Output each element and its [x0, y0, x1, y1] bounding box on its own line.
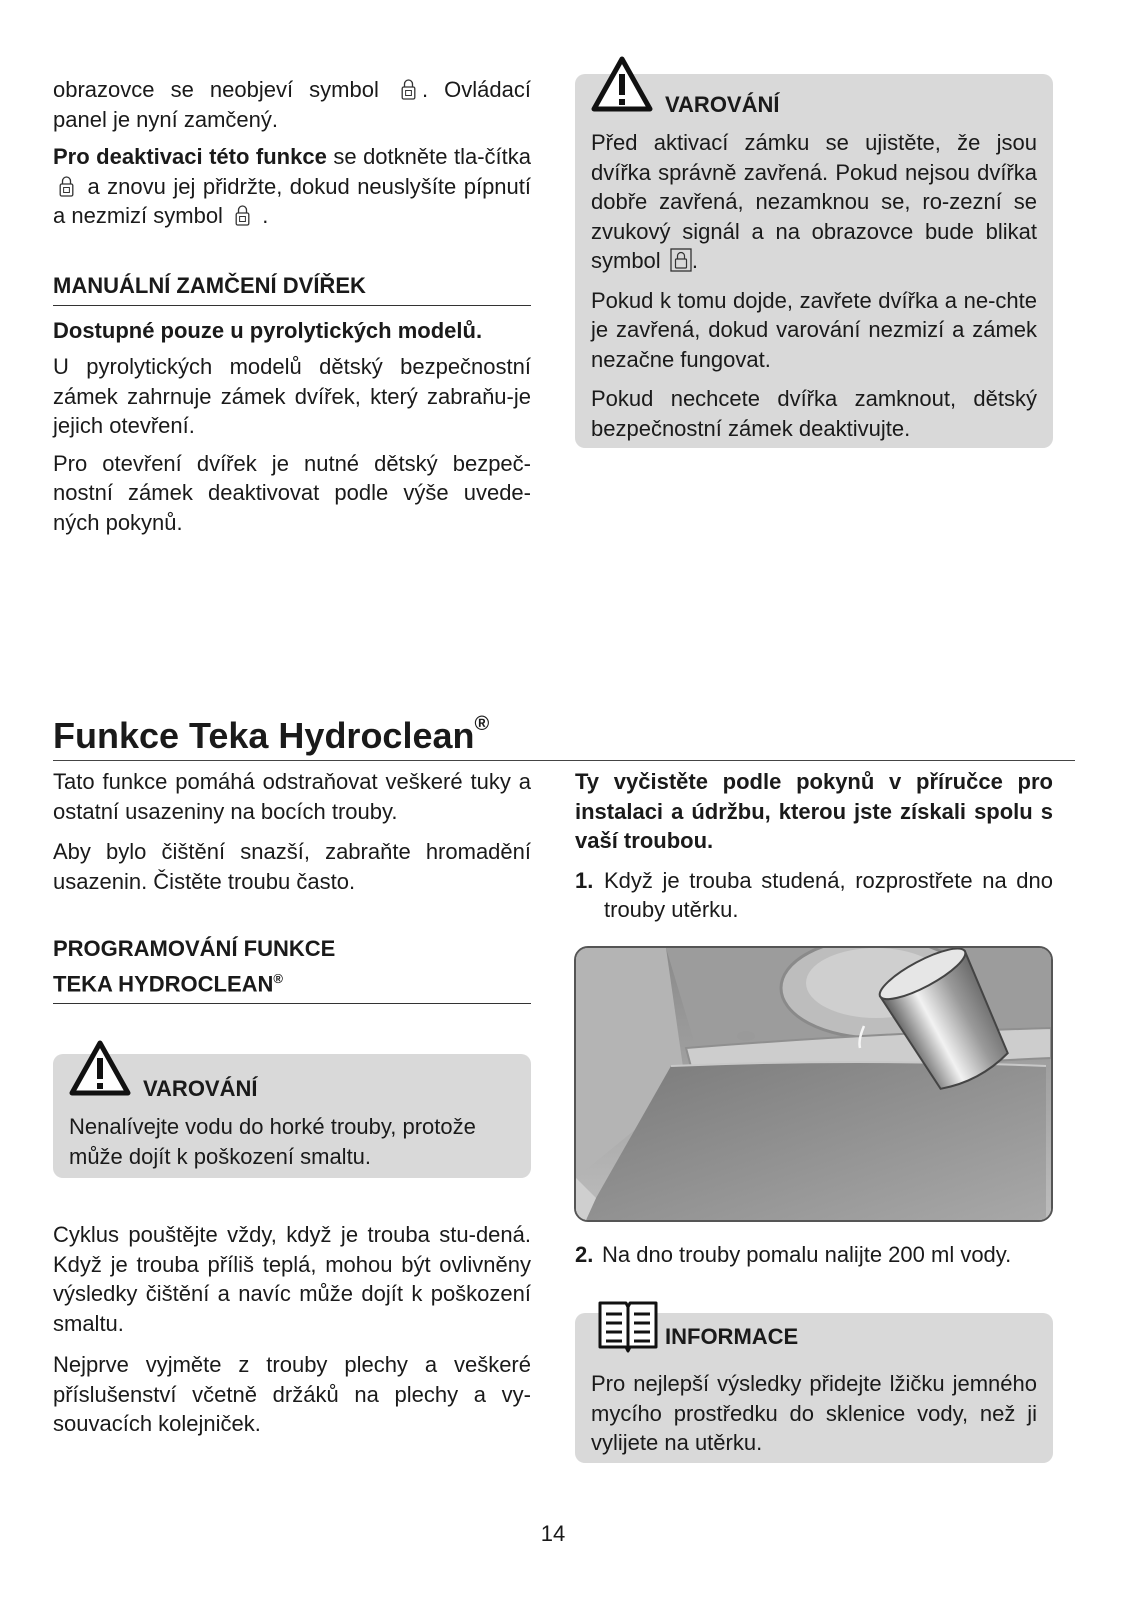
book-icon: [595, 1297, 661, 1358]
section-heading-hydroclean: Funkce Teka Hydroclean®: [53, 712, 1075, 761]
left-top-column: [53, 75, 531, 537]
warning-box-lock: [575, 74, 1053, 448]
section-title-manual-lock: MANUÁLNÍ ZAMČENÍ DVÍŘEK: [53, 271, 531, 306]
lock-icon: [59, 175, 74, 197]
paragraph-deactivate: Pro deaktivaci této funkce se dotkněte tla-čítka a znovu jej přidržte, dokud neuslyšíte pípnutí a nezmizí symbol .: [53, 144, 531, 228]
step-2: 2. Na dno trouby pomalu nalijte 200 ml vody.: [575, 1242, 1012, 1267]
step-1: 1. Když je trouba studená, rozprostřete na dno trouby utěrku.: [575, 867, 1053, 922]
right-bottom-column: [575, 767, 1053, 925]
left-bottom-column-2: [53, 1220, 531, 1439]
bold-note: Dostupné pouze u pyrolytických modelů.: [53, 317, 483, 343]
info-text: Pro nejlepší výsledky přidejte lžičku jemného mycího prostředku do sklenice vody, než ji vylijete na utěrku.: [591, 1371, 1037, 1455]
paragraph-remove-trays: Nejprve vyjměte z trouby plechy a veškeré příslušenství včetně držáků na plechy a vy-souvacích kolejniček.: [53, 1352, 531, 1436]
lock-box-icon: [670, 248, 692, 272]
lock-icon: [235, 204, 250, 226]
paragraph-pyrolytic: U pyrolytických modelů dětský bezpečnostní zámek zahrnuje zámek dvířek, který zabraňu-je jejich otevření.: [53, 354, 531, 438]
page-number: 14: [540, 1521, 566, 1546]
warning-box-hot-oven: [53, 1054, 531, 1178]
warning-header: VAROVÁNÍ: [69, 1062, 515, 1108]
warning-paragraph-1: Před aktivací zámku se ujistěte, že jsou dvířka správně zavřená. Pokud nejsou dvířka dobře zavřená, nezamknou se, ro-zezní se zvukový signál a na obrazovce bude blikat symbol .: [591, 130, 1037, 273]
section-title-programming: PROGRAMOVÁNÍ FUNKCE TEKA HYDROCLEAN®: [53, 934, 531, 1004]
paragraph-manual-reference: Ty vyčistěte podle pokynů v příručce pro instalaci a údržbu, kterou jste získali spolu s vaší troubou.: [575, 769, 1053, 853]
paragraph-open-door: Pro otevření dvířek je nutné dětský bezpeč-nostní zámek deaktivovat podle výše uvede-ných pokynů.: [53, 450, 531, 535]
warning-triangle-icon: [591, 56, 653, 117]
info-header: INFORMACE: [591, 1321, 1037, 1365]
paragraph-lock-active: obrazovce se neobjeví symbol . Ovládací panel je nyní zamčený.: [53, 77, 531, 132]
warning-header: VAROVÁNÍ: [591, 82, 1037, 128]
paragraph-cold-oven: Cyklus pouštějte vždy, když je trouba stu-dená. Když je trouba příliš teplá, mohou být ovlivněny výsledky čištění a navíc může dojít k poškození smaltu.: [53, 1222, 531, 1336]
paragraph-function-intro: Tato funkce pomáhá odstraňovat veškeré tuky a ostatní usazeniny na bocích trouby.: [53, 769, 531, 824]
warning-text-hot-oven: Nenalívejte vodu do horké trouby, protože může dojít k poškození smaltu.: [69, 1114, 476, 1169]
oven-illustration: [574, 946, 1053, 1222]
info-box: [575, 1313, 1053, 1463]
left-bottom-column: [53, 767, 531, 1004]
warning-triangle-icon: [69, 1040, 131, 1101]
paragraph-clean-often: Aby bylo čištění snazší, zabraňte hromadění usazenin. Čistěte troubu často.: [53, 839, 531, 894]
lock-icon: [401, 78, 416, 100]
warning-paragraph-2: Pokud k tomu dojde, zavřete dvířka a ne-chte je zavřená, dokud varování nezmizí a zámek nezačne fungovat.: [591, 287, 1037, 372]
warning-paragraph-3: Pokud nechcete dvířka zamknout, dětský bezpečnostní zámek deaktivujte.: [591, 386, 1037, 441]
